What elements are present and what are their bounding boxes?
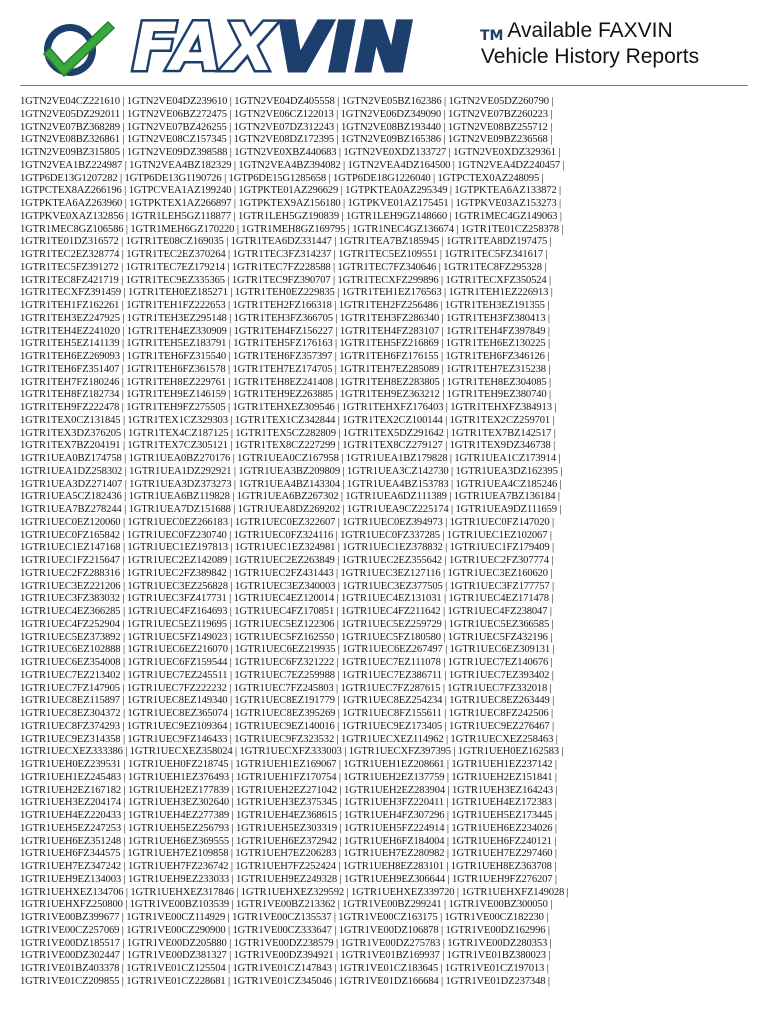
logo-wordmark	[132, 9, 414, 86]
vin-line: 1GTR1UEC9EZ314358 | 1GTR1UEC9FZ146433 | 1GTR1UEC9FZ323532 | 1GTR1UECXEZ114962 | 1GTR1UECXEZ258463 |	[20, 733, 558, 745]
vin-line: 1GTR1VE00BZ399677 | 1GTR1VE00CZ114929 | 1GTR1VE00CZ135537 | 1GTR1VE00CZ163175 | 1GTR1VE00CZ182230 |	[20, 912, 549, 923]
vin-line: 1GTR1UEC8FZ374293 | 1GTR1UEC9EZ109364 | 1GTR1UEC9EZ140016 | 1GTR1UEC9EZ173405 | 1GTR1UEC9EZ276467 |	[20, 720, 554, 732]
vin-line: 1GTR1TEH6FZ351407 | 1GTR1TEH6FZ361578 | 1GTR1TEH7EZ174705 | 1GTR1TEH7EZ285089 | 1GTR1TEH7EZ315238 |	[20, 363, 551, 375]
vin-line: 1GTR1UEH4EZ220433 | 1GTR1UEH4EZ277389 | 1GTR1UEH4EZ368615 | 1GTR1UEH4FZ307296 | 1GTR1UEH5EZ173445 |	[20, 810, 557, 821]
vin-line: 1GTR1UEH6FZ344575 | 1GTR1UEH7EZ109858 | 1GTR1UEH7EZ206283 | 1GTR1UEH7EZ280982 | 1GTR1UEH7EZ297460 |	[20, 848, 557, 860]
vin-line: 1GTR1UEC1FZ215647 | 1GTR1UEC2EZ142089 | 1GTR1UEC2EZ263849 | 1GTR1UEC2EZ355642 | 1GTR1UEC2FZ307774 |	[20, 555, 554, 566]
vin-line: 1GTR1TEC2EZ328774 | 1GTR1TEC2EZ370264 | 1GTR1TEC3FZ314237 | 1GTR1TEC5EZ109551 | 1GTR1TEC5FZ341617 |	[20, 249, 548, 260]
header-title-line2: Vehicle History Reports	[480, 45, 700, 68]
vin-line: 1GTR1TEH6EZ269093 | 1GTR1TEH6FZ315540 | 1GTR1TEH6FZ357397 | 1GTR1TEH6FZ176155 | 1GTR1TEH6FZ346126 |	[20, 351, 550, 362]
vin-line: 1GTN2VE09BZ315805 | 1GTN2VE09DZ398588 | 1GTN2VE0XBZ440683 | 1GTN2VE0XDZ133727 | 1GTN2VE0XDZ329361 |	[20, 147, 561, 158]
vin-line: 1GTR1UEC7EZ213402 | 1GTR1UEC7EZ245511 | 1GTR1UEC7EZ259988 | 1GTR1UEC7EZ386711 | 1GTR1UEC7EZ393402 |	[20, 669, 554, 681]
vin-line: 1GTR1TEH7FZ180246 | 1GTR1TEH8EZ229761 | 1GTR1TEH8EZ241408 | 1GTR1TEH8EZ283805 | 1GTR1TEH8EZ304085 |	[20, 376, 551, 388]
vin-line: 1GTR1TEH8FZ182734 | 1GTR1TEH9EZ146159 | 1GTR1TEH9EZ263885 | 1GTR1TEH9EZ363212 | 1GTR1TEH9EZ380740 |	[20, 389, 551, 401]
vin-line: 1GTN2VE07BZ368289 | 1GTN2VE07BZ426255 | 1GTN2VE07DZ312243 | 1GTN2VE08BZ193440 | 1GTN2VE08BZ255712 |	[20, 121, 553, 133]
vin-line: 1GTR1UEH2EZ167182 | 1GTR1UEH2EZ177839 | 1GTR1UEH2EZ271042 | 1GTR1UEH2EZ283904 | 1GTR1UEH3EZ164243 |	[20, 784, 558, 796]
vin-line: 1GTN2VEA1BZ224987 | 1GTN2VEA4BZ182329 | 1GTN2VEA4BZ394082 | 1GTN2VEA4DZ164500 | 1GTN2VEA4DZ240457 |	[20, 159, 565, 171]
vin-line: 1GTR1MEC8GZ106586 | 1GTR1MEH6GZ170220 | 1GTR1MEH8GZ169795 | 1GTR1NEC4GZ136674 | 1GTR1TE01CZ258378 |	[20, 223, 564, 235]
logo-word-fax: FAX	[132, 9, 277, 86]
vin-line: 1GTR1UEH9EZ134003 | 1GTR1UEH9EZ233033 | 1GTR1UEH9EZ249328 | 1GTR1UEH9EZ306644 | 1GTR1UEH9FZ276207 |	[20, 873, 557, 885]
vin-line: 1GTR1UEA7BZ278244 | 1GTR1UEA7DZ151688 | 1GTR1UEA8DZ269202 | 1GTR1UEA9CZ225174 | 1GTR1UEA9DZ111659 |	[20, 504, 562, 515]
vin-line: 1GTR1UEC1EZ147168 | 1GTR1UEC1EZ197813 | 1GTR1UEC1EZ324981 | 1GTR1UEC1EZ378832 | 1GTR1UEC1FZ179409 |	[20, 542, 554, 554]
vin-line: 1GTR1TE01DZ316572 | 1GTR1TE08CZ169035 | 1GTR1TEA6DZ331447 | 1GTR1TEA7BZ185945 | 1GTR1TEA8DZ197475 |	[20, 236, 552, 248]
page-header	[0, 0, 768, 92]
vin-line: 1GTR1UEA5CZ182436 | 1GTR1UEA6BZ119828 | 1GTR1UEA6BZ267302 | 1GTR1UEA6DZ111389 | 1GTR1UEA7BZ136184 |	[20, 491, 560, 503]
header-divider	[20, 85, 748, 86]
vin-line: 1GTR1TEC5FZ391272 | 1GTR1TEC7EZ179214 | 1GTR1TEC7FZ228588 | 1GTR1TEC7FZ340646 | 1GTR1TEC8FZ295328 |	[20, 261, 547, 273]
vin-line: 1GTR1UEC7FZ147905 | 1GTR1UEC7FZ222232 | 1GTR1UEC7FZ245803 | 1GTR1UEC7FZ287615 | 1GTR1UEC7FZ332018 |	[20, 682, 552, 694]
vin-line: 1GTR1TEH1FZ162261 | 1GTR1TEH1FZ222653 | 1GTR1TEH2FZ166318 | 1GTR1TEH2FZ256486 | 1GTR1TEH3EZ191355 |	[20, 300, 550, 311]
vin-line: 1GTR1UEH6EZ351248 | 1GTR1UEH6EZ369555 | 1GTR1UEH6EZ372942 | 1GTR1UEH6FZ184004 | 1GTR1UEH6FZ240121 |	[20, 835, 557, 847]
vin-line: 1GTR1UEH7EZ347242 | 1GTR1UEH7FZ236742 | 1GTR1UEH7FZ252424 | 1GTR1UEH8EZ283101 | 1GTR1UEH8EZ363708 |	[20, 861, 557, 872]
trademark-mark: TM	[480, 28, 504, 44]
vin-line: 1GTR1UEH1EZ245483 | 1GTR1UEH1EZ376493 | 1GTR1UEH1FZ170754 | 1GTR1UEH2EZ137759 | 1GTR1UEH2EZ151841 |	[20, 771, 557, 783]
vin-line: 1GTR1UEA1DZ258302 | 1GTR1UEA1DZ292921 | 1GTR1UEA3BZ209809 | 1GTR1UEA3CZ142730 | 1GTR1UEA3DZ162395 |	[20, 465, 563, 477]
vin-line: 1GTR1UECXEZ333386 | 1GTR1UECXEZ358024 | 1GTR1UECXFZ333003 | 1GTR1UECXFZ397395 | 1GTR1UEH0EZ162583 |	[20, 746, 564, 758]
vin-line: 1GTR1UEC5EZ373892 | 1GTR1UEC5FZ149023 | 1GTR1UEC5FZ162550 | 1GTR1UEC5FZ180580 | 1GTR1UEC5FZ432196 |	[20, 631, 553, 643]
vin-line: 1GTR1VE00CZ257069 | 1GTR1VE00CZ290900 | 1GTR1VE00CZ333647 | 1GTR1VE00DZ106878 | 1GTR1VE00DZ162996 |	[20, 924, 550, 936]
vin-line: 1GTR1TEX3DZ376205 | 1GTR1TEX4CZ187125 | 1GTR1TEX5CZ282809 | 1GTR1TEX5DZ291642 | 1GTR1TEX7BZ142517 |	[20, 427, 556, 439]
faxvin-logo[interactable]	[34, 9, 504, 86]
vin-line: 1GTR1TEH3EZ247925 | 1GTR1TEH3EZ295148 | 1GTR1TEH3FZ366705 | 1GTR1TEH3FZ286340 | 1GTR1TEH3FZ380413 |	[20, 312, 550, 324]
vin-line: 1GTR1TEC8FZ421719 | 1GTR1TEC9EZ335365 | 1GTR1TEC9FZ390707 | 1GTR1TECXFZ299896 | 1GTR1TECXFZ350524 |	[20, 274, 552, 286]
vin-line: 1GTPCTEX8AZ266196 | 1GTPCVEA1AZ199240 | 1GTPKTE01AZ296629 | 1GTPKTEA0AZ295349 | 1GTPKTEA6AZ133872 |	[20, 185, 562, 197]
logo-word-vin: VIN	[276, 9, 414, 86]
header-title-line1: Available FAXVIN	[507, 19, 673, 42]
vin-line: 1GTR1UEHXEZ134706 | 1GTR1UEHXEZ317846 | 1GTR1UEHXEZ329592 | 1GTR1UEHXEZ339720 | 1GTR1UEHXFZ149028 |	[20, 886, 569, 898]
vin-line: 1GTR1UEA3DZ271407 | 1GTR1UEA3DZ373273 | 1GTR1UEA4BZ143304 | 1GTR1UEA4BZ153783 | 1GTR1UEA4CZ185246 |	[20, 478, 562, 490]
vin-line: 1GTR1UEH5EZ247253 | 1GTR1UEH5EZ256793 | 1GTR1UEH5EZ303319 | 1GTR1UEH5FZ224914 | 1GTR1UEH6EZ234026 |	[20, 822, 557, 834]
vin-line: 1GTR1VE00DZ185517 | 1GTR1VE00DZ205880 | 1GTR1VE00DZ238579 | 1GTR1VE00DZ275783 | 1GTR1VE00DZ280353 |	[20, 937, 552, 949]
vin-line: 1GTR1TEX7BZ204191 | 1GTR1TEX7CZ305121 | 1GTR1TEX8CZ227299 | 1GTR1TEX8CZ279127 | 1GTR1TEX9DZ346738 |	[20, 440, 556, 452]
vin-line: 1GTR1UEC8EZ304372 | 1GTR1UEC8EZ365074 | 1GTR1UEC8EZ395269 | 1GTR1UEC8FZ155611 | 1GTR1UEC8FZ242506 |	[20, 708, 553, 719]
vin-line: 1GTR1UEC3EZ221206 | 1GTR1UEC3EZ256828 | 1GTR1UEC3EZ340003 | 1GTR1UEC3EZ377505 | 1GTR1UEC3FZ177757 |	[20, 580, 554, 592]
vin-line: 1GTR1VE01BZ403378 | 1GTR1VE01CZ125504 | 1GTR1VE01CZ147843 | 1GTR1VE01CZ183645 | 1GTR1VE01CZ197013 |	[20, 963, 549, 974]
vin-line: 1GTR1VE00DZ302447 | 1GTR1VE00DZ381327 | 1GTR1VE00DZ394921 | 1GTR1VE01BZ169937 | 1GTR1VE01BZ380023 |	[20, 950, 551, 962]
vin-line: 1GTR1UEH0EZ239531 | 1GTR1UEH0FZ218745 | 1GTR1UEH1EZ169067 | 1GTR1UEH1EZ208661 | 1GTR1UEH1EZ237142 |	[20, 759, 557, 770]
vin-line: 1GTN2VE05DZ292011 | 1GTN2VE06BZ272475 | 1GTN2VE06CZ122013 | 1GTN2VE06DZ349090 | 1GTN2VE07BZ260223 |	[20, 108, 553, 120]
vin-line: 1GTR1UEH3EZ204174 | 1GTR1UEH3EZ302640 | 1GTR1UEH3EZ375345 | 1GTR1UEH3FZ220411 | 1GTR1UEH4EZ172383 |	[20, 797, 557, 809]
header-title	[450, 18, 730, 70]
vin-line: 1GTR1UEC2FZ288316 | 1GTR1UEC2FZ389842 | 1GTR1UEC2FZ431443 | 1GTR1UEC3EZ127116 | 1GTR1UEC3EZ160620 |	[20, 567, 553, 579]
vin-line: 1GTR1UEC6EZ102888 | 1GTR1UEC6EZ216070 | 1GTR1UEC6EZ219935 | 1GTR1UEC6EZ267497 | 1GTR1UEC6EZ309131 |	[20, 644, 555, 656]
vin-line: 1GTR1TEH9FZ222478 | 1GTR1TEH9FZ275505 | 1GTR1TEHXEZ309546 | 1GTR1TEHXFZ176403 | 1GTR1TEHXFZ384913 |	[20, 402, 557, 413]
vin-line: 1GTN2VE08BZ326861 | 1GTN2VE08CZ157345 | 1GTN2VE08DZ172395 | 1GTN2VE09BZ165386 | 1GTN2VE09BZ236568 |	[20, 134, 553, 146]
vin-line: 1GTR1TECXFZ391459 | 1GTR1TEH0EZ185271 | 1GTR1TEH0EZ229835 | 1GTR1TEH1EZ176563 | 1GTR1TEH1EZ226913 |	[20, 287, 553, 299]
vin-line: 1GTR1TEH5EZ141139 | 1GTR1TEH5EZ183791 | 1GTR1TEH5FZ176163 | 1GTR1TEH5FZ216869 | 1GTR1TEH6EZ130225 |	[20, 338, 551, 350]
vin-line: 1GTR1VE01CZ209855 | 1GTR1VE01CZ228681 | 1GTR1VE01CZ345046 | 1GTR1VE01DZ166684 | 1GTR1VE01DZ237348 |	[20, 975, 550, 987]
vin-line: 1GTR1UEC8EZ115897 | 1GTR1UEC8EZ149340 | 1GTR1UEC8EZ191779 | 1GTR1UEC8EZ254234 | 1GTR1UEC8EZ263449 |	[20, 695, 555, 707]
checkmark-shield-icon	[34, 14, 134, 84]
vin-list	[20, 96, 720, 989]
vin-line: 1GTPKTEA6AZ263960 | 1GTPKTEX1AZ266897 | 1GTPKTEX9AZ156180 | 1GTPKVE01AZ175451 | 1GTPKVE03AZ153273 |	[20, 198, 562, 209]
vin-line: 1GTP6DE13G1207282 | 1GTP6DE13G1190726 | 1GTP6DE15G1285658 | 1GTP6DE18G1226040 | 1GTPCTEX0AZ248095 |	[20, 172, 544, 184]
vin-line: 1GTN2VE04CZ221610 | 1GTN2VE04DZ239610 | 1GTN2VE04DZ405558 | 1GTN2VE05BZ162386 | 1GTN2VE05DZ260790 |	[20, 96, 554, 107]
vin-line: 1GTR1TEH4EZ241020 | 1GTR1TEH4EZ330909 | 1GTR1TEH4FZ156227 | 1GTR1TEH4FZ283107 | 1GTR1TEH4FZ397849 |	[20, 325, 550, 337]
vin-line: 1GTR1UEC4FZ252904 | 1GTR1UEC5EZ119695 | 1GTR1UEC5EZ122306 | 1GTR1UEC5EZ259729 | 1GTR1UEC5EZ366585 |	[20, 618, 554, 630]
vin-line: 1GTR1UEC3FZ383032 | 1GTR1UEC3FZ417731 | 1GTR1UEC4EZ120014 | 1GTR1UEC4EZ131031 | 1GTR1UEC4EZ171478 |	[20, 593, 554, 605]
vin-line: 1GTR1UEA0BZ174758 | 1GTR1UEA0BZ270176 | 1GTR1UEA0CZ167958 | 1GTR1UEA1BZ179828 | 1GTR1UEA1CZ173914 |	[20, 453, 561, 464]
vin-line: 1GTR1UEC4EZ366285 | 1GTR1UEC4FZ164693 | 1GTR1UEC4FZ170851 | 1GTR1UEC4FZ211642 | 1GTR1UEC4FZ238047 |	[20, 606, 552, 617]
vin-line: 1GTR1UEHXFZ250800 | 1GTR1VE00BZ103539 | 1GTR1VE00BZ213362 | 1GTR1VE00BZ299241 | 1GTR1VE00BZ300050 |	[20, 899, 553, 911]
vin-line: 1GTPKVE0XAZ132856 | 1GTR1LEH5GZ118877 | 1GTR1LEH5GZ190839 | 1GTR1LEH9GZ148660 | 1GTR1MEC4GZ149063 |	[20, 210, 562, 222]
vin-line: 1GTR1UEC0EZ120060 | 1GTR1UEC0EZ266183 | 1GTR1UEC0EZ322607 | 1GTR1UEC0EZ394973 | 1GTR1UEC0FZ147020 |	[20, 516, 554, 528]
vin-line: 1GTR1UEC0FZ165842 | 1GTR1UEC0FZ230740 | 1GTR1UEC0FZ324116 | 1GTR1UEC0FZ337285 | 1GTR1UEC1EZ102067 |	[20, 529, 552, 541]
vin-line: 1GTR1UEC6EZ354008 | 1GTR1UEC6FZ159544 | 1GTR1UEC6FZ321222 | 1GTR1UEC7EZ111078 | 1GTR1UEC7EZ140676 |	[20, 657, 553, 668]
vin-line: 1GTR1TEX0CZ131845 | 1GTR1TEX1CZ329303 | 1GTR1TEX1CZ342844 | 1GTR1TEX2CZ100144 | 1GTR1TEX2CZ259701 |	[20, 414, 555, 426]
